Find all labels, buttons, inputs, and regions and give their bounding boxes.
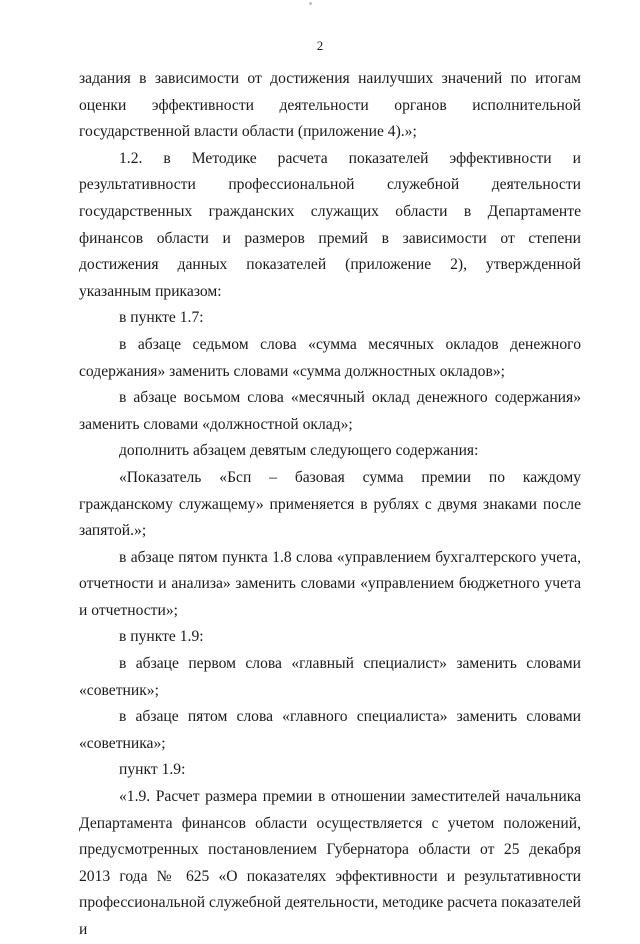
paragraph-5: в абзаце восьмом слова «месячный оклад денежного содержания» заменить словами «должностной оклад»; bbox=[79, 389, 581, 433]
paragraph-3: в пункте 1.7: bbox=[119, 309, 204, 327]
paragraph-2: 1.2. в Методике расчета показателей эффективности и результативности профессиональной служебной деятельности государственных гражданских служащих области в Департаменте финансов области и размеров премий в зависимости от степени достижения данных показателей (приложение 2), утвержденной указанным приказом: bbox=[79, 149, 581, 300]
paragraph-1: задания в зависимости от достижения наилучших значений по итогам оценки эффективности деятельности органов исполнительной государственной власти области (приложение 4).»; bbox=[79, 70, 581, 141]
scan-speck bbox=[309, 2, 312, 5]
paragraph-7: «Показатель «Бсп – базовая сумма премии по каждому гражданскому служащему» применяется в рублях с двумя знаками после запятой.»; bbox=[79, 468, 581, 540]
paragraph-11: в абзаце пятом слова «главного специалиста» заменить словами «советника»; bbox=[79, 708, 581, 752]
document-body bbox=[79, 66, 581, 944]
paragraph-13: «1.9. Расчет размера премии в отношении заместителей начальника Департамента финансов области осуществляется с учетом положений, предусмотренных постановлением Губернатора области от 25 декабря 2013 года № 625 «О показателях эффективности и результативности профессиональной служебной деятельности, методике расчета показателей и bbox=[79, 788, 581, 938]
paragraph-12: пункт 1.9: bbox=[119, 761, 186, 779]
paragraph-4: в абзаце седьмом слова «сумма месячных окладов денежного содержания» заменить словами «сумма должностных окладов»; bbox=[79, 335, 581, 380]
paragraph-9: в пункте 1.9: bbox=[119, 628, 204, 646]
paragraph-6: дополнить абзацем девятым следующего содержания: bbox=[119, 442, 479, 460]
page-number: 2 bbox=[316, 38, 324, 53]
paragraph-10: в абзаце первом слова «главный специалист» заменить словами «советник»; bbox=[79, 655, 581, 699]
paragraph-8: в абзаце пятом пункта 1.8 слова «управлением бухгалтерского учета, отчетности и анализа» заменить словами «управлением бюджетного учета и отчетности»; bbox=[79, 548, 581, 619]
